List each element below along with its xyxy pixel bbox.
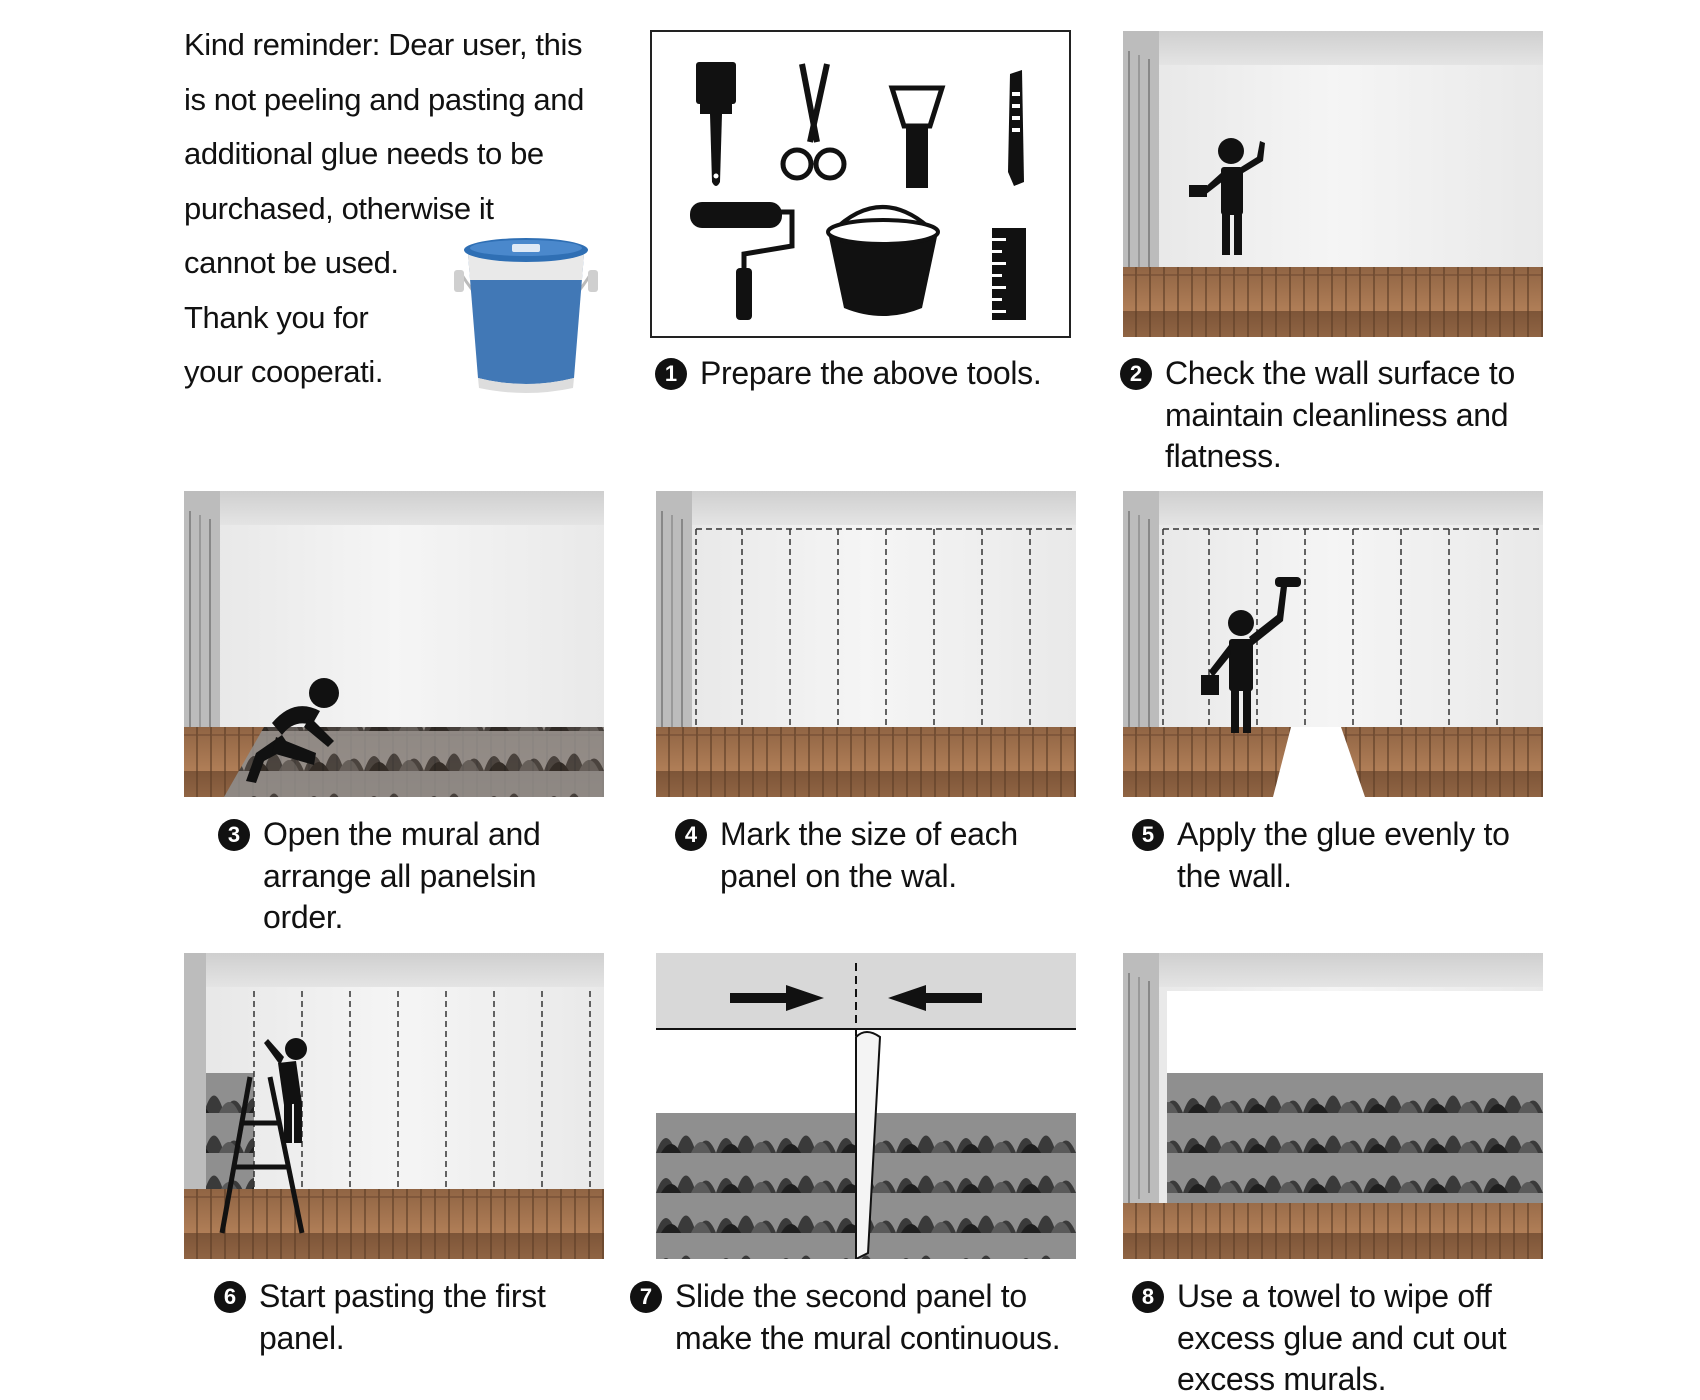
step-1-caption xyxy=(655,353,1041,395)
step-8-caption xyxy=(1132,1276,1506,1400)
glue-bucket-icon xyxy=(446,228,606,396)
caption-line: maintain cleanliness and xyxy=(1165,396,1509,433)
tools-panel xyxy=(650,30,1071,338)
caption-line: Open the mural and xyxy=(263,816,541,852)
caption-line: Check the wall surface to xyxy=(1165,355,1516,391)
step-7-image xyxy=(656,953,1076,1259)
utility-knife-icon xyxy=(1008,70,1024,186)
reminder-line: additional glue needs to be xyxy=(184,136,544,171)
step-2-caption xyxy=(1120,353,1515,478)
reminder-line: purchased, otherwise it xyxy=(184,190,494,226)
caption-line: Slide the second panel to xyxy=(675,1278,1027,1314)
reminder-line: your cooperati. xyxy=(184,354,384,389)
caption-line: order. xyxy=(263,899,344,935)
paint-roller-icon xyxy=(690,202,792,320)
reminder-line: Kind reminder: Dear user, this xyxy=(184,27,583,62)
scissors-icon xyxy=(783,64,844,178)
step-number-badge: 1 xyxy=(655,358,687,390)
caption-line: panel on the wal. xyxy=(720,857,957,894)
ruler-icon xyxy=(992,228,1026,320)
step-6-caption xyxy=(214,1276,546,1359)
reminder-line: cannot be used. xyxy=(184,245,399,280)
step-number-badge: 6 xyxy=(214,1281,246,1313)
step-6-image xyxy=(184,953,604,1259)
caption-line: panel. xyxy=(259,1319,345,1356)
step-number-badge: 5 xyxy=(1132,819,1164,851)
step-2-image xyxy=(1123,31,1543,337)
step-5-caption xyxy=(1132,814,1510,897)
step-8-image xyxy=(1123,953,1543,1259)
step-number-badge: 8 xyxy=(1132,1281,1164,1313)
step-3-caption xyxy=(218,814,540,939)
caption-line: make the mural continuous. xyxy=(675,1319,1061,1356)
step-5-image xyxy=(1123,491,1543,797)
step-3-image xyxy=(184,491,604,797)
bucket-icon xyxy=(828,207,938,316)
caption-line: excess glue and cut out xyxy=(1177,1319,1507,1356)
step-number-badge: 4 xyxy=(675,819,707,851)
caption-line: Mark the size of each xyxy=(720,816,1018,852)
caption-line: Prepare the above tools. xyxy=(700,355,1042,391)
caption-line: excess murals. xyxy=(1177,1361,1387,1397)
caption-line: flatness. xyxy=(1165,438,1282,474)
step-7-caption xyxy=(630,1276,1060,1359)
caption-line: Use a towel to wipe off xyxy=(1177,1278,1492,1314)
step-4-image xyxy=(656,491,1076,797)
step-number-badge: 2 xyxy=(1120,358,1152,390)
scraper-icon xyxy=(892,88,942,188)
reminder-line: Thank you for xyxy=(184,299,369,335)
reminder-line: is not peeling and pasting and xyxy=(184,81,584,117)
step-4-caption xyxy=(675,814,1018,897)
step-number-badge: 3 xyxy=(218,819,250,851)
paint-brush-icon xyxy=(696,62,736,186)
caption-line: Apply the glue evenly to xyxy=(1177,816,1510,852)
caption-line: arrange all panelsin xyxy=(263,857,537,894)
caption-line: the wall. xyxy=(1177,857,1292,894)
caption-line: Start pasting the first xyxy=(259,1278,546,1314)
step-number-badge: 7 xyxy=(630,1281,662,1313)
